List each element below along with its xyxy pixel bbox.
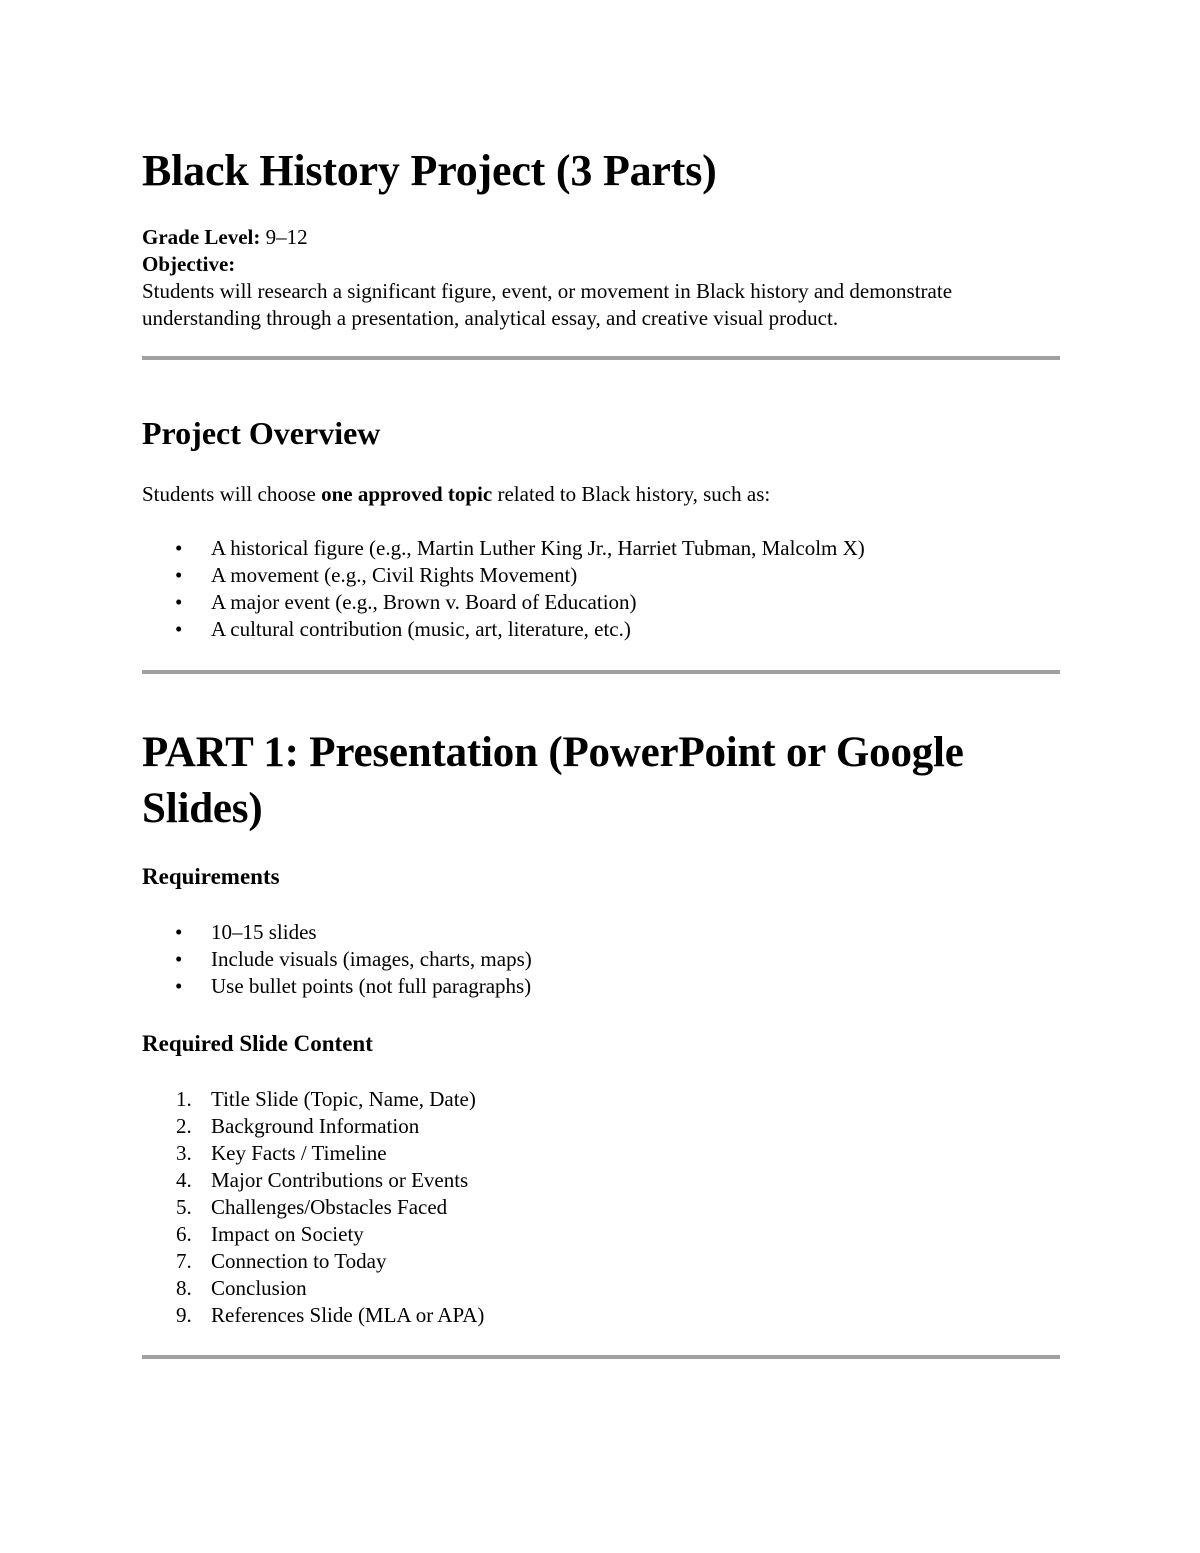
overview-intro: [142, 481, 770, 508]
list-item: [142, 919, 1060, 946]
document-title: Black History Project (3 Parts): [142, 146, 717, 195]
list-item: [142, 1275, 1060, 1302]
overview-intro-end: related to Black history, such as:: [492, 482, 771, 506]
list-item-text: A cultural contribution (music, art, literature, etc.): [211, 617, 631, 641]
list-item: [142, 1248, 1060, 1275]
objective-label: Objective:: [142, 252, 236, 276]
bullet-marker: •: [175, 536, 183, 560]
bullet-marker: •: [175, 563, 183, 587]
list-number: 3.: [176, 1141, 192, 1165]
bullet-marker: •: [175, 947, 183, 971]
overview-intro-bold: one approved topic: [321, 482, 493, 506]
list-item-text: Key Facts / Timeline: [211, 1141, 387, 1165]
list-number: 5.: [176, 1195, 192, 1219]
list-item: [142, 1194, 1060, 1221]
list-item-text: Title Slide (Topic, Name, Date): [211, 1087, 476, 1111]
list-number: 4.: [176, 1168, 192, 1192]
topic-list: [142, 535, 1060, 643]
list-item-text: Challenges/Obstacles Faced: [211, 1195, 448, 1219]
overview-intro-start: Students will choose: [142, 482, 322, 506]
grade-level-label: Grade Level:: [142, 225, 261, 249]
list-item: [142, 973, 1060, 1000]
overview-heading: Project Overview: [142, 415, 381, 451]
list-item: [142, 1086, 1060, 1113]
list-item-text: Connection to Today: [211, 1249, 387, 1273]
slide-content-heading: Required Slide Content: [142, 1031, 373, 1056]
list-item: [142, 535, 1060, 562]
objective-text: Students will research a significant figure, event, or movement in Black history and demonstrate understanding through a presentation, analytical essay, and creative visual product.: [142, 279, 953, 330]
bullet-marker: •: [175, 590, 183, 614]
section-divider-1: [142, 356, 1060, 360]
list-item-text: Impact on Society: [211, 1222, 364, 1246]
list-number: 7.: [176, 1249, 192, 1273]
list-item-text: A movement (e.g., Civil Rights Movement): [211, 563, 578, 587]
list-item: [142, 946, 1060, 973]
list-item-text: 10–15 slides: [211, 920, 317, 944]
list-item: [142, 562, 1060, 589]
list-number: 2.: [176, 1114, 192, 1138]
list-item: [142, 616, 1060, 643]
grade-level-line: [142, 224, 308, 251]
list-item-text: Background Information: [211, 1114, 420, 1138]
list-number: 8.: [176, 1276, 192, 1300]
requirements-heading: Requirements: [142, 864, 280, 889]
list-item: [142, 1302, 1060, 1329]
list-item: [142, 1113, 1060, 1140]
bullet-marker: •: [175, 920, 183, 944]
list-number: 9.: [176, 1303, 192, 1327]
list-item: [142, 1140, 1060, 1167]
section-divider-2: [142, 670, 1060, 674]
part1-heading: PART 1: Presentation (PowerPoint or Google Slides): [142, 729, 964, 832]
list-item-text: Major Contributions or Events: [211, 1168, 469, 1192]
list-item: [142, 589, 1060, 616]
list-item: [142, 1167, 1060, 1194]
list-item: [142, 1221, 1060, 1248]
bullet-marker: •: [175, 617, 183, 641]
slide-content-list: [142, 1086, 1060, 1329]
list-item-text: Include visuals (images, charts, maps): [211, 947, 532, 971]
list-number: 1.: [176, 1087, 192, 1111]
list-item-text: Conclusion: [211, 1276, 307, 1300]
requirements-list: [142, 919, 1060, 1000]
bullet-marker: •: [175, 974, 183, 998]
list-item-text: References Slide (MLA or APA): [211, 1303, 485, 1327]
grade-level-value: 9–12: [265, 225, 308, 249]
section-divider-3: [142, 1355, 1060, 1359]
list-item-text: A historical figure (e.g., Martin Luther King Jr., Harriet Tubman, Malcolm X): [211, 536, 865, 560]
list-item-text: Use bullet points (not full paragraphs): [211, 974, 532, 998]
list-number: 6.: [176, 1222, 192, 1246]
list-item-text: A major event (e.g., Brown v. Board of Education): [211, 590, 637, 614]
